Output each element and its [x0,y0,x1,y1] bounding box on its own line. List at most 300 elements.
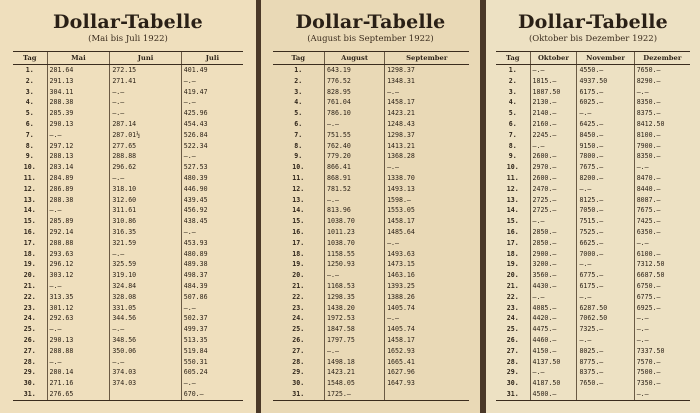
rate-cell: 522.34 [181,141,243,152]
rate-cell: 331.05 [110,303,181,314]
table-row [13,281,243,292]
day-cell: 29. [292,368,305,377]
table-row [496,216,690,227]
rate-cell: 1168.53 [325,281,385,292]
rate-cell: 2130.— [530,97,577,108]
table-row [273,162,469,173]
dollar-table-august-september [261,0,480,413]
day-cell: 7. [25,130,34,139]
rate-cell: 288.88 [47,238,110,249]
table-row [13,108,243,119]
table-row [496,173,690,184]
rate-cell: 4085.— [530,303,577,314]
rate-cell: 2725.— [530,205,577,216]
table-row [496,249,690,260]
rate-cell: 4475.— [530,324,577,335]
rate-cell: —.— [634,324,690,335]
day-cell: 4. [508,98,517,107]
table-row [273,97,469,108]
rate-cell: —.— [47,130,110,141]
column-header-month: Juli [181,52,243,65]
rate-cell: 480.39 [181,173,243,184]
rate-cell: 8200.— [577,173,634,184]
rate-cell: 318.10 [110,184,181,195]
rate-cell: 2900.— [530,249,577,260]
rate-cell: 316.35 [110,227,181,238]
rate-cell: 296.12 [47,259,110,270]
rate-cell: 1298.37 [385,130,469,141]
rate-cell: —.— [634,389,690,400]
rate-cell: 7425.— [634,216,690,227]
table-row [273,324,469,335]
rate-cell: 8100.— [634,130,690,141]
day-cell: 17. [23,238,36,247]
rate-cell: 288.88 [47,346,110,357]
table-row [13,313,243,324]
rate-cell: 751.55 [325,130,385,141]
rate-cell: 6775.— [577,270,634,281]
table-row [13,227,243,238]
rate-table [13,51,243,401]
table-row [13,389,243,400]
day-cell: 28. [506,357,519,366]
day-cell: 7. [294,130,303,139]
rate-cell: 7650.— [634,65,690,76]
column-header-month: Dezember [634,52,690,65]
rate-cell: 1348.31 [385,76,469,87]
table-row [13,130,243,141]
rate-cell: 2245.— [530,130,577,141]
table-row [273,292,469,303]
table-row [13,249,243,260]
rate-cell: 287.01½ [110,130,181,141]
rate-cell: 6025.— [577,97,634,108]
day-cell: 30. [506,379,519,388]
rate-cell: 303.12 [47,270,110,281]
rate-cell: 776.52 [325,76,385,87]
day-cell: 8. [25,141,34,150]
rate-cell: —.— [530,367,577,378]
rate-cell: 293.63 [47,249,110,260]
table-row [13,335,243,346]
rate-cell: 761.04 [325,97,385,108]
day-cell: 31. [496,389,530,400]
rate-cell: 498.37 [181,270,243,281]
rate-cell: 489.38 [181,259,243,270]
rate-cell: 292.14 [47,227,110,238]
rate-cell: 9150.— [577,141,634,152]
rate-cell: 297.12 [47,141,110,152]
table-row [273,357,469,368]
day-cell: 15. [292,217,305,226]
day-cell: 12. [23,184,36,193]
day-cell: 25. [292,325,305,334]
rate-cell: 7350.— [634,378,690,389]
table-row [496,162,690,173]
rate-cell: —.— [530,141,577,152]
day-cell: 14. [292,206,305,215]
rate-cell: 499.37 [181,324,243,335]
day-cell: 21. [292,281,305,290]
column-header-day: Tag [13,52,47,65]
table-row [13,292,243,303]
rate-cell: 1423.21 [385,108,469,119]
rate-cell: 507.86 [181,292,243,303]
rate-cell: 7675.— [634,205,690,216]
day-cell: 4. [294,98,303,107]
table-row [13,195,243,206]
rate-cell: 779.20 [325,151,385,162]
rate-cell: —.— [577,259,634,270]
rate-cell: 328.08 [110,292,181,303]
rate-cell: 321.59 [110,238,181,249]
rate-cell: 762.40 [325,141,385,152]
rate-cell: 277.65 [110,141,181,152]
table-row [273,259,469,270]
day-cell: 26. [292,335,305,344]
table-row [273,389,469,400]
day-cell: 25. [506,325,519,334]
rate-cell: 425.96 [181,108,243,119]
rate-cell: 4150.— [530,346,577,357]
rate-cell: 348.56 [110,335,181,346]
rate-cell: —.— [110,324,181,335]
rate-cell: 7312.50 [634,259,690,270]
day-cell: 11. [23,173,36,182]
table-row [496,141,690,152]
table-row [273,281,469,292]
rate-cell: 8470.— [634,173,690,184]
rate-cell: 550.31 [181,357,243,368]
day-cell: 1. [508,66,517,74]
rate-cell: 311.61 [110,205,181,216]
rate-cell: 1598.— [385,195,469,206]
rate-cell: —.— [110,108,181,119]
rate-cell: —.— [385,162,469,173]
day-cell: 5. [508,109,517,118]
day-cell: 23. [23,303,36,312]
day-cell: 9. [508,152,517,161]
day-cell: 14. [23,206,36,215]
rate-cell: 310.86 [110,216,181,227]
day-cell: 29. [506,368,519,377]
column-header-day: Tag [273,52,325,65]
rate-cell: 1485.64 [385,227,469,238]
day-cell: 17. [292,238,305,247]
table-row [13,270,243,281]
table-row [273,227,469,238]
rate-cell: 7500.— [634,367,690,378]
table-row [13,367,243,378]
table-row [273,151,469,162]
day-cell: 21. [23,281,36,290]
table-row [496,281,690,292]
rate-cell: 4500.— [530,389,577,400]
rate-cell: 526.84 [181,130,243,141]
rate-cell: 1405.74 [385,324,469,335]
day-cell: 18. [23,249,36,258]
rate-cell: 4187.50 [530,378,577,389]
rate-cell: —.— [577,108,634,119]
rate-cell: 1388.26 [385,292,469,303]
table-row [273,303,469,314]
rate-cell: 285.89 [47,216,110,227]
rate-cell: 296.62 [110,162,181,173]
rate-cell: 3560.— [530,270,577,281]
column-header-month: Mai [47,52,110,65]
table-row [13,378,243,389]
rate-cell: 1847.58 [325,324,385,335]
day-cell: 16. [23,227,36,236]
rate-cell: —.— [47,281,110,292]
table-subtitle: (Oktober bis Dezember 1922) [528,34,658,44]
rate-cell: 7062.50 [577,313,634,324]
rate-cell: 284.89 [47,173,110,184]
rate-cell: 8450.— [577,130,634,141]
dollar-table-october-december [486,0,700,413]
rate-cell: 1338.70 [385,173,469,184]
rate-cell: 2725.— [530,195,577,206]
day-cell: 16. [506,227,519,236]
table-row [13,76,243,87]
table-row [496,119,690,130]
table-row [496,97,690,108]
rate-cell: 319.10 [110,270,181,281]
table-row [13,141,243,152]
rate-cell: 1438.20 [325,303,385,314]
rate-cell: 828.95 [325,87,385,98]
rate-cell: —.— [110,97,181,108]
rate-cell: 1405.74 [385,303,469,314]
rate-cell: 1493.63 [385,249,469,260]
rate-cell: 1725.— [325,389,385,400]
rate-cell: —.— [47,357,110,368]
rate-cell: 271.41 [110,76,181,87]
rate-cell: —.— [181,303,243,314]
day-cell: 22. [23,292,36,301]
day-cell: 9. [294,152,303,161]
table-row [496,270,690,281]
day-cell: 1. [25,66,34,74]
rate-cell: 6775.— [634,292,690,303]
rate-cell: 8290.— [634,76,690,87]
rate-cell: 1972.53 [325,313,385,324]
rate-cell: 304.11 [47,87,110,98]
rate-cell: 502.37 [181,313,243,324]
table-row [273,346,469,357]
day-cell: 8. [508,141,517,150]
rate-cell: 6425.— [577,119,634,130]
day-cell: 25. [23,325,36,334]
rate-cell: 291.13 [47,76,110,87]
rate-cell: 484.39 [181,281,243,292]
column-header-month: Juni [110,52,181,65]
day-cell: 13. [292,195,305,204]
rate-cell: 1011.23 [325,227,385,238]
rate-cell: 453.93 [181,238,243,249]
table-row [13,184,243,195]
rate-cell: 6287.50 [577,303,634,314]
rate-cell: —.— [110,87,181,98]
rate-cell [385,389,469,400]
rate-cell: 8440.— [634,184,690,195]
table-row [496,367,690,378]
table-row [496,324,690,335]
table-row [273,119,469,130]
rate-cell: —.— [634,87,690,98]
rate-cell: 8125.— [577,195,634,206]
rate-cell: 8375.— [577,367,634,378]
rate-cell: 2600.— [530,151,577,162]
table-row [273,378,469,389]
table-row [273,184,469,195]
rate-cell: 4460.— [530,335,577,346]
rate-cell: 4430.— [530,281,577,292]
day-cell: 26. [23,335,36,344]
table-row [496,227,690,238]
rate-cell: —.— [325,119,385,130]
day-cell: 6. [25,119,34,128]
rate-cell: 1458.17 [385,216,469,227]
day-cell: 18. [506,249,519,258]
day-cell: 23. [506,303,519,312]
day-cell: 4. [25,98,34,107]
rate-cell: 1298.35 [325,292,385,303]
day-cell: 11. [292,173,305,182]
rate-cell: 7325.— [577,324,634,335]
table-row [273,130,469,141]
day-cell: 19. [506,260,519,269]
rate-cell: —.— [181,97,243,108]
column-header-month: November [577,52,634,65]
rate-cell: 6175.— [577,281,634,292]
day-cell: 6. [294,119,303,128]
rate-cell [577,389,634,400]
day-cell: 30. [23,379,36,388]
day-cell: 31. [273,389,325,400]
rate-cell: —.— [634,313,690,324]
day-cell: 10. [506,163,519,172]
table-row [13,65,243,76]
rate-cell: 1665.41 [385,357,469,368]
day-cell: 3. [508,87,517,96]
day-cell: 20. [292,271,305,280]
rate-cell: 454.43 [181,119,243,130]
rate-cell: 1423.21 [325,367,385,378]
rate-cell: 6100.— [634,249,690,260]
rate-cell: 7900.— [634,141,690,152]
rate-cell: 285.39 [47,108,110,119]
day-cell: 30. [292,379,305,388]
day-cell: 31. [13,389,47,400]
rate-cell: 7000.— [577,249,634,260]
rate-cell: 7337.50 [634,346,690,357]
dollar-table-may-july [0,0,256,413]
day-cell: 8. [294,141,303,150]
rate-cell: —.— [530,216,577,227]
table-row [496,130,690,141]
day-cell: 26. [506,335,519,344]
rate-cell: 7800.— [577,151,634,162]
rate-cell: 1815.— [530,76,577,87]
rate-cell: —.— [181,227,243,238]
rate-cell: 8350.— [634,97,690,108]
day-cell: 20. [506,271,519,280]
day-cell: 10. [23,163,36,172]
day-cell: 22. [506,292,519,301]
table-row [496,313,690,324]
day-cell: 14. [506,206,519,215]
day-cell: 2. [508,76,517,85]
day-cell: 22. [292,292,305,301]
rate-cell: —.— [634,238,690,249]
day-cell: 27. [506,346,519,355]
table-row [273,87,469,98]
rate-cell: 1038.70 [325,216,385,227]
table-row [273,141,469,152]
day-cell: 21. [506,281,519,290]
rate-cell: 8775.— [577,357,634,368]
rate-cell [110,389,181,400]
table-row [13,97,243,108]
rate-cell: 288.13 [47,151,110,162]
rate-cell: 374.03 [110,378,181,389]
rate-table [496,51,690,401]
rate-cell: 290.13 [47,335,110,346]
table-row [13,357,243,368]
rate-cell: 2850.— [530,238,577,249]
rate-cell: 456.92 [181,205,243,216]
rate-cell: 419.47 [181,87,243,98]
rate-cell: 287.14 [110,119,181,130]
table-row [273,205,469,216]
day-cell: 13. [506,195,519,204]
rate-cell: 288.38 [47,195,110,206]
day-cell: 28. [23,357,36,366]
rate-cell: —.— [634,335,690,346]
day-cell: 5. [25,109,34,118]
header-row [273,52,469,65]
rate-cell: —.— [110,173,181,184]
table-row [13,87,243,98]
table-row [273,238,469,249]
rate-cell: —.— [577,292,634,303]
day-cell: 15. [506,217,519,226]
day-cell: 16. [292,227,305,236]
rate-cell: 344.56 [110,313,181,324]
rate-cell: 670.— [181,389,243,400]
table-row [496,346,690,357]
rate-cell: 8412.50 [634,119,690,130]
table-row [496,357,690,368]
rate-cell: 286.89 [47,184,110,195]
rate-cell: 7650.— [577,378,634,389]
rate-cell: 1038.70 [325,238,385,249]
rate-cell: —.— [110,357,181,368]
table-row [273,65,469,76]
day-cell: 19. [23,260,36,269]
rate-cell: 1498.18 [325,357,385,368]
rate-cell: —.— [181,378,243,389]
rate-cell: 6687.50 [634,270,690,281]
rate-cell: —.— [530,292,577,303]
day-cell: 3. [294,87,303,96]
rate-cell: 4420.— [530,313,577,324]
table-row [496,87,690,98]
rate-cell: 643.19 [325,65,385,76]
rate-cell: 271.16 [47,378,110,389]
table-row [13,259,243,270]
